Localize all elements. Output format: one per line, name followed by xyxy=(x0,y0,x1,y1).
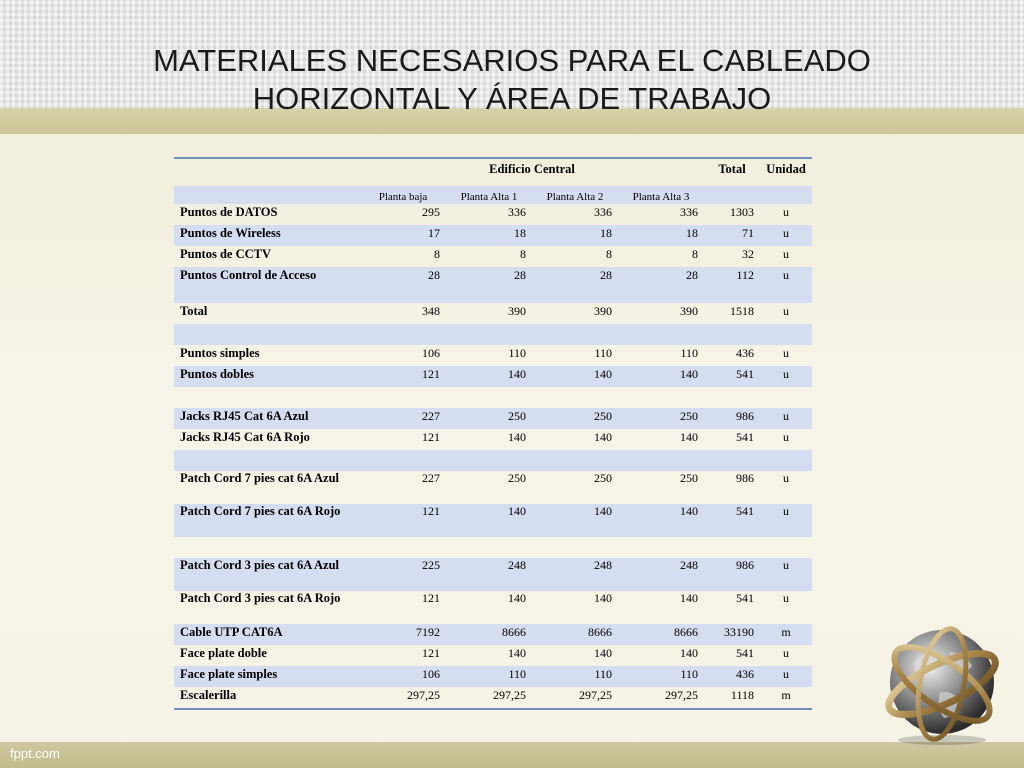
cell-planta-baja: 121 xyxy=(360,366,446,387)
table-row xyxy=(174,591,812,624)
cell-total: 541 xyxy=(736,591,755,605)
cell-planta-alta-3: 140 xyxy=(680,430,699,444)
row-label: Puntos dobles xyxy=(174,366,360,387)
cell-planta-alta-1: 140 xyxy=(508,591,526,605)
cell-planta-baja: 297,25 xyxy=(360,687,446,709)
globe-icon xyxy=(880,622,1004,746)
cell-planta-alta-2: 18 xyxy=(532,225,618,246)
cell-planta-baja: 106 xyxy=(422,346,440,360)
table-row xyxy=(174,366,812,387)
cell-planta-alta-2: 297,25 xyxy=(532,687,618,709)
table-row xyxy=(174,471,812,504)
cell-planta-alta-3: 297,25 xyxy=(618,687,704,709)
slide-title-line-2: HORIZONTAL Y ÁREA DE TRABAJO xyxy=(252,81,772,116)
cell-planta-alta-1: 297,25 xyxy=(446,687,532,709)
row-label: Patch Cord 3 pies cat 6A Rojo xyxy=(180,591,341,605)
subheader-planta-alta-3: Planta Alta 3 xyxy=(618,186,704,204)
cell-planta-alta-3: 110 xyxy=(618,666,704,687)
table-row xyxy=(174,408,812,429)
cell-planta-baja: 7192 xyxy=(360,624,446,645)
cell-planta-alta-2: 8 xyxy=(606,247,612,261)
cell-total: 436 xyxy=(704,666,760,687)
cell-planta-alta-2: 336 xyxy=(594,205,612,219)
cell-total: 986 xyxy=(704,408,760,429)
table-spacer-row xyxy=(174,387,812,408)
row-label: Patch Cord 3 pies cat 6A Azul xyxy=(174,558,360,591)
cell-planta-alta-3: 336 xyxy=(680,205,699,219)
table-row xyxy=(174,666,812,687)
slide-title-line-1: MATERIALES NECESARIOS PARA EL CABLEADO xyxy=(153,43,871,78)
cell-total: 32 xyxy=(742,247,755,261)
cell-planta-baja: 17 xyxy=(360,225,446,246)
cell-planta-baja: 227 xyxy=(422,471,440,485)
table-row xyxy=(174,558,812,591)
cell-unit: u xyxy=(783,304,790,318)
cell-planta-baja: 348 xyxy=(422,304,440,318)
table-spacer-row xyxy=(174,537,812,558)
cell-total: 436 xyxy=(736,346,755,360)
row-label: Cable UTP CAT6A xyxy=(174,624,360,645)
cell-unit: m xyxy=(760,624,812,645)
cell-planta-baja: 8 xyxy=(434,247,440,261)
subheader-empty-cell xyxy=(760,186,812,204)
cell-planta-alta-2: 250 xyxy=(594,471,612,485)
table-row xyxy=(174,624,812,645)
cell-total: 986 xyxy=(736,471,755,485)
cell-planta-baja: 295 xyxy=(422,205,440,219)
cell-planta-baja: 121 xyxy=(422,646,440,660)
cell-planta-alta-1: 336 xyxy=(508,205,526,219)
subheader-planta-alta-1: Planta Alta 1 xyxy=(446,186,532,204)
table-row xyxy=(174,204,812,225)
cell-unit: u xyxy=(760,225,812,246)
cell-total: 33190 xyxy=(704,624,760,645)
cell-planta-alta-2: 8666 xyxy=(532,624,618,645)
cell-unit: u xyxy=(760,408,812,429)
row-label: Puntos simples xyxy=(180,346,260,360)
cell-planta-alta-1: 110 xyxy=(446,666,532,687)
cell-planta-alta-3: 28 xyxy=(618,267,704,303)
table-row xyxy=(174,429,812,450)
table-header-row xyxy=(174,158,812,186)
cell-planta-alta-2: 140 xyxy=(532,504,618,537)
cell-unit: u xyxy=(783,346,790,360)
cell-total: 541 xyxy=(736,430,755,444)
table-spacer-row xyxy=(174,450,812,471)
spacer-cell xyxy=(174,324,812,345)
header-total: Total xyxy=(704,158,760,186)
table-row-total xyxy=(174,303,812,324)
subheader-planta-baja: Planta baja xyxy=(360,186,446,204)
cell-unit: u xyxy=(760,267,812,303)
cell-planta-baja: 121 xyxy=(422,430,440,444)
cell-planta-alta-3: 18 xyxy=(618,225,704,246)
cell-planta-baja: 106 xyxy=(360,666,446,687)
footer-band xyxy=(0,742,1024,768)
cell-planta-alta-3: 8 xyxy=(692,247,699,261)
cell-planta-alta-1: 8666 xyxy=(446,624,532,645)
materials-table xyxy=(174,157,812,710)
cell-planta-alta-2: 140 xyxy=(594,591,612,605)
cell-unit: u xyxy=(783,247,790,261)
cell-planta-alta-3: 140 xyxy=(680,646,699,660)
cell-unit: u xyxy=(760,504,812,537)
row-label: Patch Cord 7 pies cat 6A Azul xyxy=(180,471,340,485)
cell-planta-alta-1: 8 xyxy=(520,247,526,261)
row-label: Puntos de DATOS xyxy=(180,205,278,219)
cell-unit: m xyxy=(760,687,812,709)
table-row xyxy=(174,645,812,666)
cell-unit: u xyxy=(783,205,790,219)
spacer-cell xyxy=(174,387,812,408)
cell-planta-alta-2: 250 xyxy=(532,408,618,429)
cell-planta-alta-2: 110 xyxy=(532,666,618,687)
cell-planta-baja: 227 xyxy=(360,408,446,429)
table-row xyxy=(174,225,812,246)
cell-total: 541 xyxy=(704,504,760,537)
spacer-cell xyxy=(174,537,812,558)
cell-unit: u xyxy=(783,471,790,485)
cell-planta-alta-2: 140 xyxy=(532,366,618,387)
cell-total: 1518 xyxy=(730,304,755,318)
cell-planta-alta-3: 250 xyxy=(618,408,704,429)
row-label: Puntos de Wireless xyxy=(174,225,360,246)
cell-planta-alta-2: 140 xyxy=(594,646,612,660)
row-label: Patch Cord 7 pies cat 6A Rojo xyxy=(174,504,360,537)
cell-unit: u xyxy=(783,430,790,444)
cell-planta-alta-1: 140 xyxy=(446,366,532,387)
cell-planta-alta-3: 140 xyxy=(618,504,704,537)
cell-planta-alta-2: 390 xyxy=(594,304,612,318)
cell-planta-alta-3: 140 xyxy=(618,366,704,387)
cell-planta-alta-3: 110 xyxy=(680,346,699,360)
header-unidad: Unidad xyxy=(760,158,812,186)
header-empty-cell xyxy=(174,158,360,186)
spacer-cell xyxy=(174,450,812,471)
cell-planta-alta-2: 248 xyxy=(532,558,618,591)
table-row xyxy=(174,504,812,537)
cell-planta-alta-3: 8666 xyxy=(618,624,704,645)
cell-planta-alta-1: 28 xyxy=(446,267,532,303)
subheader-empty-cell xyxy=(704,186,760,204)
cell-planta-alta-1: 250 xyxy=(446,408,532,429)
cell-planta-alta-1: 110 xyxy=(508,346,526,360)
cell-total: 1303 xyxy=(730,205,755,219)
cell-planta-baja: 28 xyxy=(360,267,446,303)
table-spacer-row xyxy=(174,324,812,345)
header-edificio-central: Edificio Central xyxy=(360,158,704,186)
table-subheader-row xyxy=(174,186,812,204)
cell-unit: u xyxy=(783,646,790,660)
cell-planta-baja: 225 xyxy=(360,558,446,591)
cell-planta-alta-3: 140 xyxy=(680,591,699,605)
cell-planta-baja: 121 xyxy=(422,591,440,605)
cell-planta-alta-1: 140 xyxy=(508,646,526,660)
row-label: Puntos Control de Acceso xyxy=(174,267,360,303)
footer-brand: fppt.com xyxy=(10,746,60,761)
cell-planta-alta-2: 28 xyxy=(532,267,618,303)
cell-unit: u xyxy=(760,558,812,591)
cell-unit: u xyxy=(783,591,790,605)
cell-planta-alta-3: 250 xyxy=(680,471,699,485)
cell-unit: u xyxy=(760,366,812,387)
row-label: Total xyxy=(180,304,208,318)
cell-planta-alta-1: 250 xyxy=(508,471,526,485)
table-row xyxy=(174,246,812,267)
cell-planta-alta-3: 390 xyxy=(680,304,699,318)
cell-total: 112 xyxy=(704,267,760,303)
cell-planta-alta-2: 140 xyxy=(594,430,612,444)
cell-planta-baja: 121 xyxy=(360,504,446,537)
cell-total: 541 xyxy=(736,646,755,660)
table-row xyxy=(174,687,812,709)
cell-planta-alta-3: 248 xyxy=(618,558,704,591)
slide-title xyxy=(60,42,964,118)
row-label: Face plate doble xyxy=(180,646,267,660)
row-label: Escalerilla xyxy=(174,687,360,709)
row-label: Puntos de CCTV xyxy=(180,247,271,261)
cell-total: 1118 xyxy=(704,687,760,709)
row-label: Face plate simples xyxy=(174,666,360,687)
table-row xyxy=(174,345,812,366)
subheader-planta-alta-2: Planta Alta 2 xyxy=(532,186,618,204)
table-row xyxy=(174,267,812,303)
cell-total: 541 xyxy=(704,366,760,387)
cell-planta-alta-1: 18 xyxy=(446,225,532,246)
cell-unit: u xyxy=(760,666,812,687)
cell-planta-alta-1: 390 xyxy=(508,304,526,318)
cell-planta-alta-1: 140 xyxy=(508,430,526,444)
cell-planta-alta-1: 140 xyxy=(446,504,532,537)
cell-total: 71 xyxy=(704,225,760,246)
row-label: Jacks RJ45 Cat 6A Rojo xyxy=(180,430,310,444)
subheader-empty-cell xyxy=(174,186,360,204)
row-label: Jacks RJ45 Cat 6A Azul xyxy=(174,408,360,429)
cell-planta-alta-2: 110 xyxy=(594,346,612,360)
cell-planta-alta-1: 248 xyxy=(446,558,532,591)
cell-total: 986 xyxy=(704,558,760,591)
